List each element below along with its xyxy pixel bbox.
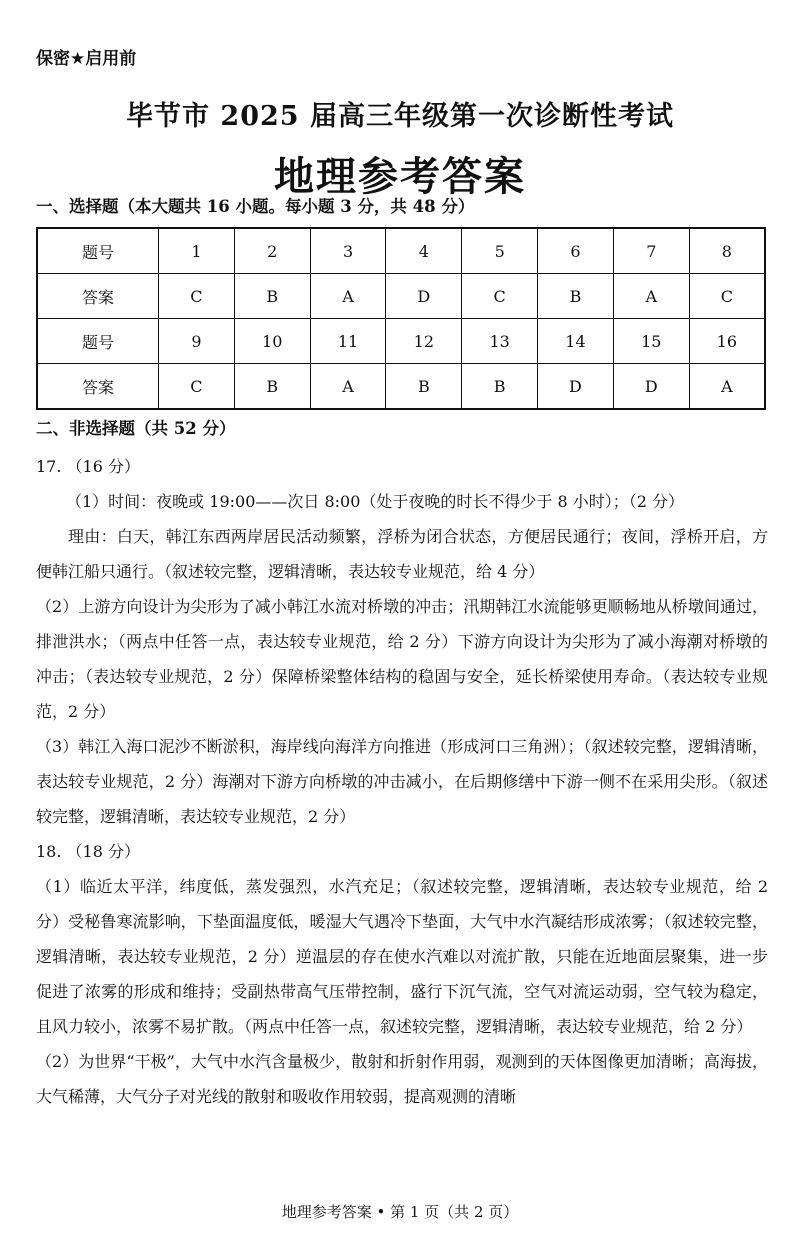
table-cell: C bbox=[462, 274, 538, 319]
table-cell: 4 bbox=[386, 228, 462, 274]
answer-table-row bbox=[37, 228, 765, 274]
section2-heading: 二、非选择题（共 52 分） bbox=[36, 419, 236, 438]
table-cell: 1 bbox=[159, 228, 235, 274]
table-cell: D bbox=[613, 364, 689, 410]
table-cell: C bbox=[159, 274, 235, 319]
question-18-part2: （2）为世界“干极”，大气中水汽含量极少，散射和折射作用弱，观测到的天体图像更加清晰；高海拔，大气稀薄，大气分子对光线的散射和吸收作用较弱，提高观测的清晰 bbox=[36, 1052, 768, 1106]
question-17-part3: （3）韩江入海口泥沙不断淤积，海岸线向海洋方向推进（形成河口三角洲）；（叙述较完整，逻辑清晰，表达较专业规范，2 分）海潮对下游方向桥墩的冲击减小，在后期修缮中下游一侧不在采用尖形。（叙述较完整，逻辑清晰，表达较专业规范，2 分） bbox=[36, 737, 768, 826]
table-cell: B bbox=[234, 274, 310, 319]
table-cell: 13 bbox=[462, 319, 538, 364]
answer-table-row bbox=[37, 274, 765, 319]
table-cell: 12 bbox=[386, 319, 462, 364]
table-cell: A bbox=[613, 274, 689, 319]
exam-title: 毕节市 2025 届高三年级第一次诊断性考试 bbox=[126, 101, 674, 132]
answer-content bbox=[36, 449, 768, 1114]
document-title: 地理参考答案 bbox=[274, 154, 526, 200]
table-cell: B bbox=[462, 364, 538, 410]
table-cell: B bbox=[538, 274, 614, 319]
table-cell: 9 bbox=[159, 319, 235, 364]
table-cell: 11 bbox=[310, 319, 386, 364]
table-cell: 6 bbox=[538, 228, 614, 274]
table-cell: D bbox=[538, 364, 614, 410]
table-cell: A bbox=[310, 274, 386, 319]
table-cell: 8 bbox=[689, 228, 765, 274]
table-cell: 7 bbox=[613, 228, 689, 274]
row-label: 答案 bbox=[37, 364, 159, 410]
question-17-reason: 理由：白天，韩江东西两岸居民活动频繁，浮桥为闭合状态，方便居民通行；夜间，浮桥开启，方便韩江船只通行。（叙述较完整，逻辑清晰，表达较专业规范，给 4 分） bbox=[36, 527, 768, 581]
row-label: 答案 bbox=[37, 274, 159, 319]
table-cell: A bbox=[689, 364, 765, 410]
table-cell: 14 bbox=[538, 319, 614, 364]
table-cell: C bbox=[159, 364, 235, 410]
table-cell: D bbox=[386, 274, 462, 319]
confidential-label: 保密★启用前 bbox=[36, 49, 137, 69]
table-cell: 16 bbox=[689, 319, 765, 364]
question-18-part1: （1）临近太平洋，纬度低，蒸发强烈，水汽充足；（叙述较完整，逻辑清晰，表达较专业规范，给 2 分）受秘鲁寒流影响，下垫面温度低，暖湿大气遇冷下垫面，大气中水汽凝结形成浓雾；（叙述较完整，逻辑清晰，表达较专业规范，2 分）逆温层的存在使水汽难以对流扩散，只能在近地面层聚集，进一步促进了浓雾的形成和维持；受副热带高气压带控制，盛行下沉气流，空气对流运动弱，空气较为稳定，且风力较小，浓雾不易扩散。（两点中任答一点，叙述较完整，逻辑清晰，表达较专业规范，给 2 分） bbox=[36, 877, 768, 1036]
table-cell: A bbox=[310, 364, 386, 410]
table-cell: B bbox=[234, 364, 310, 410]
answer-table-row bbox=[37, 319, 765, 364]
table-cell: 3 bbox=[310, 228, 386, 274]
answer-table bbox=[36, 227, 766, 410]
section1-heading: 一、选择题（本大题共 16 小题。每小题 3 分，共 48 分） bbox=[36, 197, 475, 216]
table-cell: 5 bbox=[462, 228, 538, 274]
question-17-part1: （1）时间：夜晚或 19:00——次日 8:00（处于夜晚的时长不得少于 8 小时）；（2 分） bbox=[66, 492, 685, 511]
table-cell: 15 bbox=[613, 319, 689, 364]
table-cell: 2 bbox=[234, 228, 310, 274]
table-cell: C bbox=[689, 274, 765, 319]
row-label: 题号 bbox=[37, 228, 159, 274]
question-18-heading: 18. （18 分） bbox=[36, 842, 140, 861]
question-17-part2: （2）上游方向设计为尖形为了减小韩江水流对桥墩的冲击；汛期韩江水流能够更顺畅地从桥墩间通过，排泄洪水；（两点中任答一点，表达较专业规范，给 2 分）下游方向设计为尖形为了减小海潮对桥墩的冲击；（表达较专业规范，2 分）保障桥梁整体结构的稳固与安全，延长桥梁使用寿命。（表达较专业规范，2 分） bbox=[36, 597, 768, 721]
table-cell: 10 bbox=[234, 319, 310, 364]
row-label: 题号 bbox=[37, 319, 159, 364]
table-cell: B bbox=[386, 364, 462, 410]
page-footer: 地理参考答案 • 第 1 页（共 2 页） bbox=[281, 1203, 519, 1221]
answer-table-row bbox=[37, 364, 765, 410]
question-17-heading: 17. （16 分） bbox=[36, 457, 140, 476]
